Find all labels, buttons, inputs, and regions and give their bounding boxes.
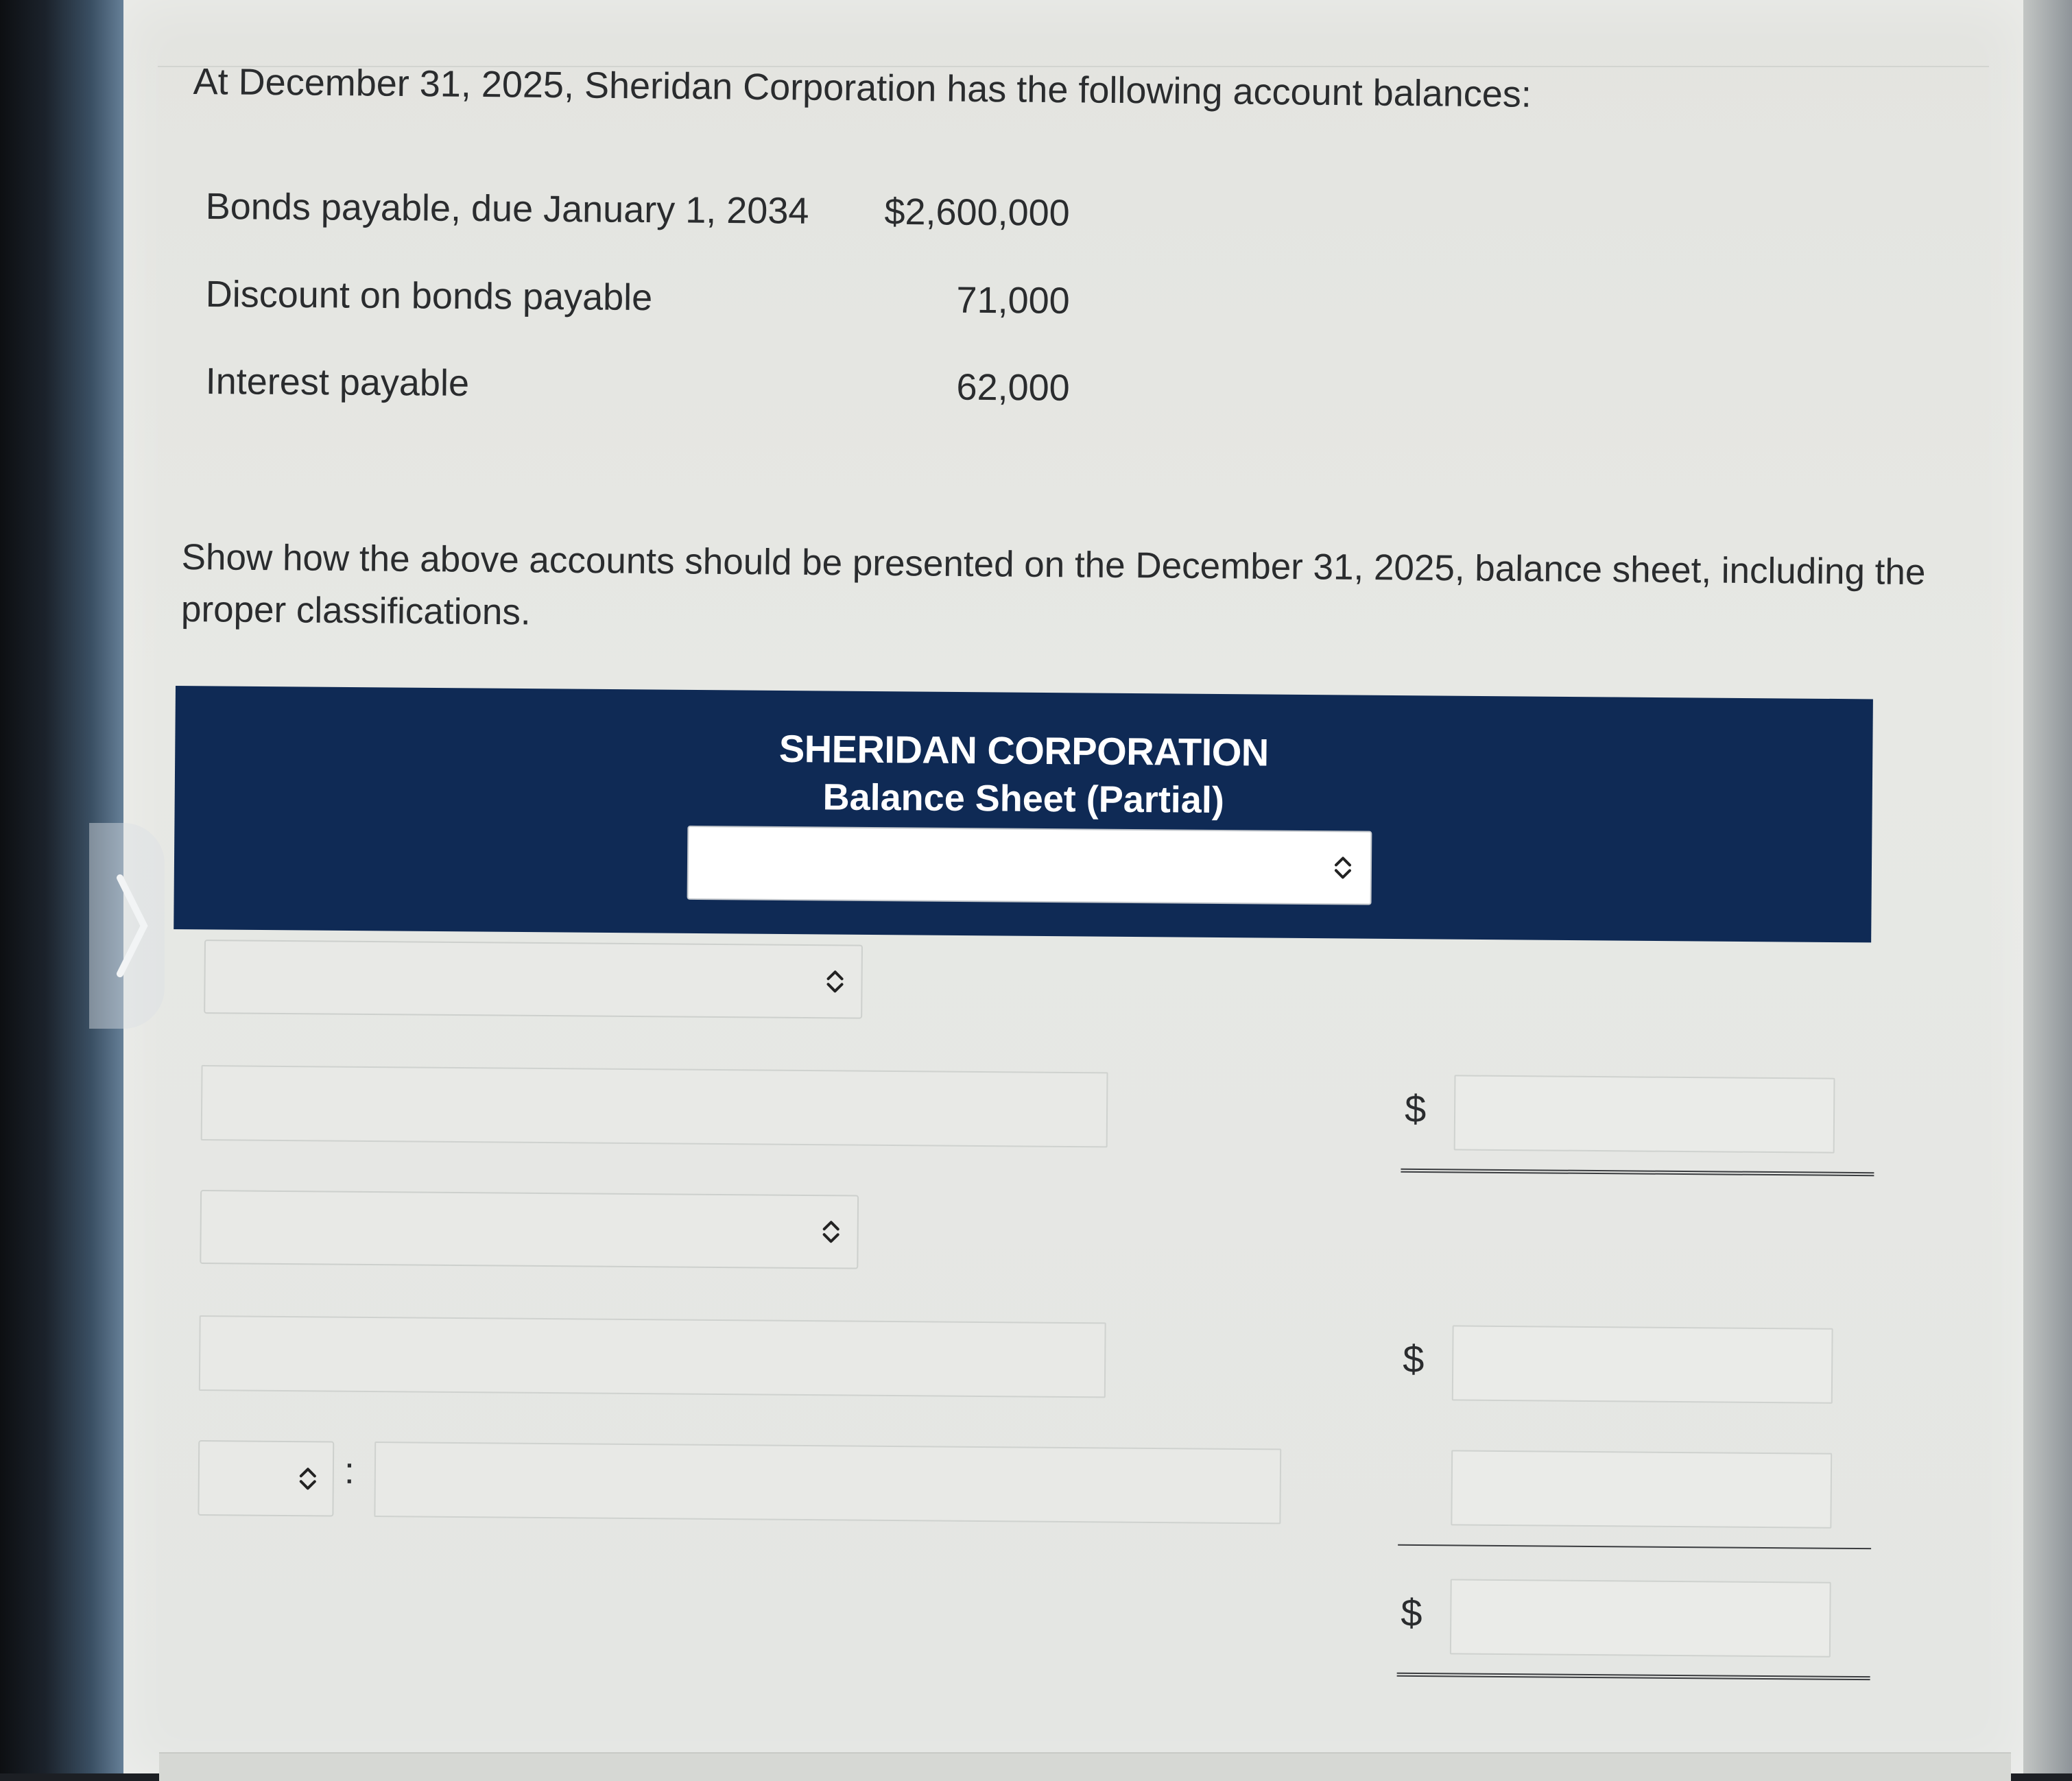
account-amount: 71,000 xyxy=(956,279,1070,322)
account-label: Discount on bonds payable xyxy=(205,273,653,319)
bottom-panel-edge xyxy=(159,1752,2011,1781)
currency-symbol: $ xyxy=(1404,1086,1427,1131)
up-down-chevron-icon xyxy=(825,966,844,996)
single-underline xyxy=(1398,1544,1871,1549)
company-name: SHERIDAN CORPORATION xyxy=(778,726,1269,774)
up-down-chevron-icon xyxy=(822,1217,841,1247)
amount-input-1[interactable] xyxy=(1454,1075,1835,1153)
up-down-chevron-icon xyxy=(298,1463,318,1494)
up-down-chevron-icon xyxy=(1333,852,1353,883)
balance-sheet-form xyxy=(193,940,1886,1762)
classification-select-1[interactable] xyxy=(204,940,863,1019)
account-row-discount xyxy=(205,273,1070,335)
account-label: Bonds payable, due January 1, 2034 xyxy=(205,185,809,232)
account-name-input-1[interactable] xyxy=(201,1065,1108,1147)
statement-title: Balance Sheet (Partial) xyxy=(822,776,1225,822)
account-name-input-3[interactable] xyxy=(374,1442,1281,1524)
account-row-interest xyxy=(205,360,1070,422)
currency-symbol: $ xyxy=(1401,1590,1422,1635)
classification-select-2[interactable] xyxy=(200,1190,859,1269)
less-add-select[interactable] xyxy=(198,1440,334,1517)
amount-input-3[interactable] xyxy=(1451,1450,1832,1528)
account-label: Interest payable xyxy=(205,360,470,405)
colon-separator: : xyxy=(344,1450,355,1492)
intro-text: At December 31, 2025, Sheridan Corporation has the following account balances: xyxy=(193,60,1532,115)
chevron-right-icon xyxy=(89,823,165,1029)
total-amount-input[interactable] xyxy=(1450,1579,1831,1657)
device-bezel-right xyxy=(2017,0,2072,1773)
currency-symbol: $ xyxy=(1403,1337,1425,1381)
double-underline xyxy=(1397,1673,1870,1680)
side-nav-handle[interactable] xyxy=(89,823,165,1029)
account-amount: 62,000 xyxy=(956,366,1070,409)
account-amount: $2,600,000 xyxy=(884,191,1070,234)
amount-input-2[interactable] xyxy=(1452,1325,1833,1403)
double-underline xyxy=(1401,1169,1874,1176)
date-select[interactable] xyxy=(687,826,1372,905)
statement-header xyxy=(174,686,1873,942)
instruction-text: Show how the above accounts should be presented on the December 31, 2025, balance sheet, including the proper classifications. xyxy=(180,536,1926,633)
account-name-input-2[interactable] xyxy=(199,1315,1106,1398)
account-row-bonds xyxy=(205,185,1070,247)
